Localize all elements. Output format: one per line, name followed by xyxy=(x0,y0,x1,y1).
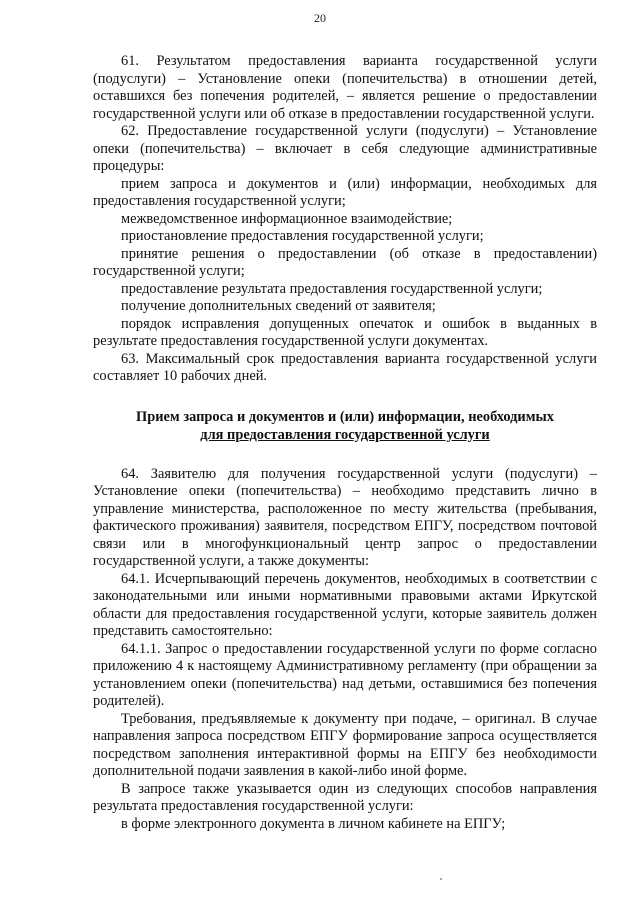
paragraph-64-1: 64.1. Исчерпывающий перечень документов, необходимых в соответствии с законодательными или иными нормативными правовыми актами Иркутской области для предоставления государственной услуги, которые заявитель должен представить самостоятельно: xyxy=(93,570,597,639)
section-heading-line2: для предоставления государственной услуги xyxy=(200,426,490,443)
scan-speck xyxy=(440,878,442,880)
section-heading-line1: Прием запроса и документов и (или) информации, необходимых xyxy=(136,408,554,425)
procedure-item: предоставление результата предоставления государственной услуги; xyxy=(121,280,543,297)
delivery-method-item: в форме электронного документа в личном кабинете на ЕПГУ; xyxy=(121,815,506,832)
page-number: 20 xyxy=(314,11,326,25)
procedure-item: прием запроса и документов и (или) информации, необходимых для предоставления государственной услуги; xyxy=(93,175,597,209)
section-heading xyxy=(93,408,597,444)
procedure-item: порядок исправления допущенных опечаток и ошибок в выданных в результате предоставления государственной услуги документах. xyxy=(93,315,597,349)
paragraph-63: 63. Максимальный срок предоставления варианта государственной услуги составляет 10 рабочих дней. xyxy=(93,350,597,384)
procedure-item: принятие решения о предоставлении (об отказе в предоставлении) государственной услуги; xyxy=(93,245,597,279)
paragraph-62: 62. Предоставление государственной услуги (подуслуги) – Установление опеки (попечительства) – включает в себя следующие административные процедуры: xyxy=(93,123,597,174)
paragraph-64: 64. Заявителю для получения государственной услуги (подуслуги) – Установление опеки (попечительства) – необходимо представить лично в управление министерства, расположенное по месту жительства (пребывания, фактического проживания) заявителя, посредством ЕПГУ, посредством почтовой связи или в многофункциональный центр запрос о предоставлении государственной услуги, а также документы: xyxy=(93,465,597,569)
delivery-method-paragraph: В запросе также указывается один из следующих способов направления результата предоставления государственной услуги: xyxy=(93,780,597,814)
paragraph-64-1-1: 64.1.1. Запрос о предоставлении государственной услуги по форме согласно приложению 4 к настоящему Административному регламенту (при обращении за установлением опеки (попечительства) над детьми, оставшимися без попечения родителей). xyxy=(93,640,597,709)
procedure-item: межведомственное информационное взаимодействие; xyxy=(121,210,453,227)
requirements-paragraph: Требования, предъявляемые к документу при подаче, – оригинал. В случае направления запроса посредством ЕПГУ формирование запроса осуществляется посредством заполнения интерактивной формы на ЕПГУ без необходимости дополнительной подачи заявления в какой-либо иной форме. xyxy=(93,710,597,779)
document-body xyxy=(93,53,597,833)
procedure-item: получение дополнительных сведений от заявителя; xyxy=(121,298,436,314)
procedure-item: приостановление предоставления государственной услуги; xyxy=(121,228,484,244)
paragraph-61: 61. Результатом предоставления варианта государственной услуги (подуслуги) – Установление опеки (попечительства) в отношении детей, оставшихся без попечения родителей, – является решение о предоставлении государственной услуги или об отказе в предоставлении государственной услуги. xyxy=(93,53,597,122)
